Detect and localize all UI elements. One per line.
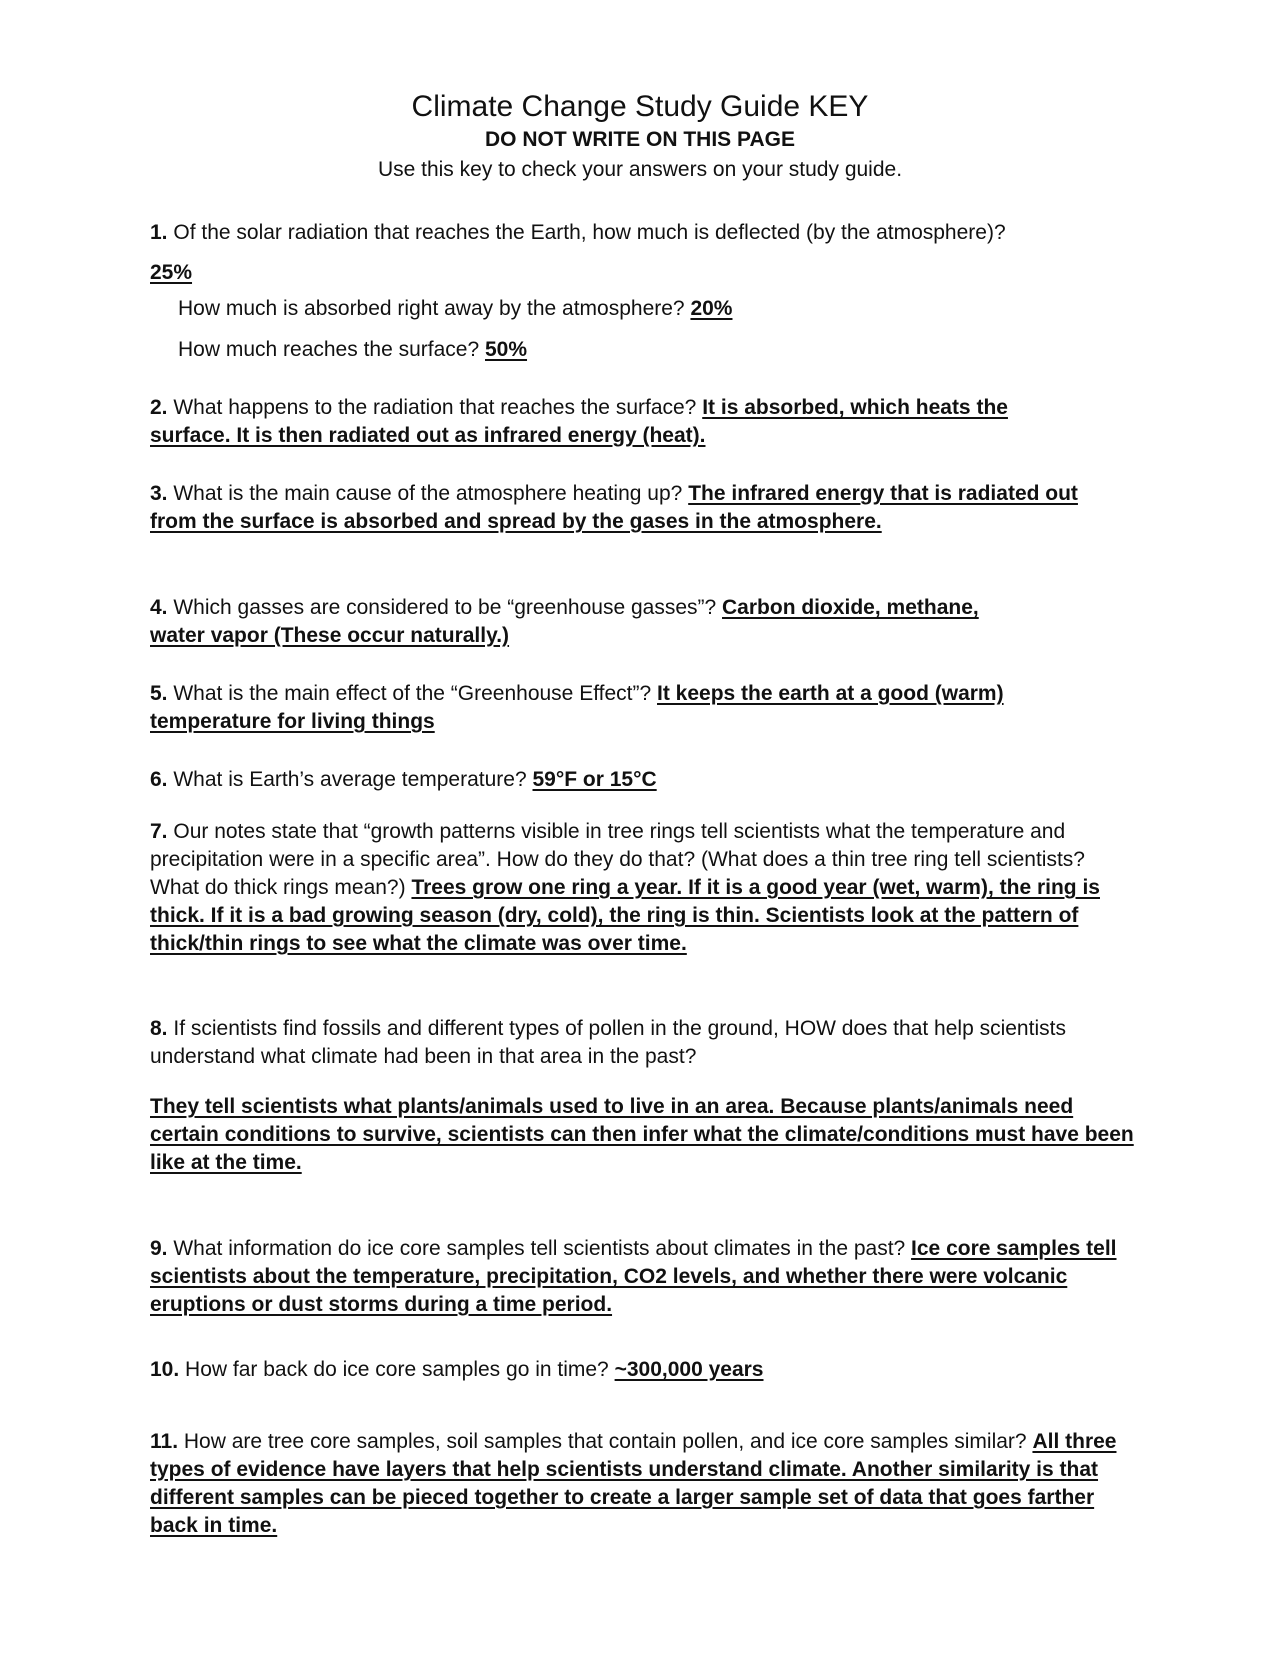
question-number: 1.: [150, 221, 168, 244]
question-text: Of the solar radiation that reaches the Earth, how much is deflected (by the atmosphere)?: [173, 221, 1006, 244]
question-7: [150, 818, 1135, 958]
question-number: 5.: [150, 682, 168, 705]
question-text: How far back do ice core samples go in time?: [185, 1358, 609, 1381]
page-title: Climate Change Study Guide KEY: [411, 90, 869, 123]
question-2: [150, 394, 1070, 450]
question-11: [150, 1428, 1120, 1540]
answer-text: Ice core samples tell scientists about the temperature, precipitation, CO2 levels, and whether there were volcanic eruptions or dust storms during a time period.: [150, 1237, 1117, 1316]
question-9: [150, 1235, 1135, 1319]
question-1-sub-2: [178, 336, 527, 364]
sub-question-text: How much reaches the surface?: [178, 338, 480, 361]
question-1: [150, 213, 1010, 293]
question-number: 4.: [150, 596, 168, 619]
answer-text: All three types of evidence have layers that help scientists understand climate. Another similarity is that different samples can be pieced together to create a larger sample set of data that goes farther back in time.: [150, 1430, 1117, 1537]
question-number: 2.: [150, 396, 168, 419]
question-number: 8.: [150, 1017, 168, 1040]
question-1-sub-1: [178, 295, 732, 323]
answer-text: It keeps the earth at a good (warm) temperature for living things: [150, 682, 1004, 733]
question-8-answer: [150, 1093, 1140, 1177]
answer-text: It is absorbed, which heats the surface. It is then radiated out as infrared energy (heat).: [150, 396, 1008, 447]
question-4: [150, 594, 1030, 650]
answer-text: ~300,000 years: [614, 1358, 764, 1381]
question-text: What is the main cause of the atmosphere heating up?: [173, 482, 683, 505]
answer-text: Carbon dioxide, methane, water vapor (These occur naturally.): [150, 596, 979, 647]
question-text: What happens to the radiation that reaches the surface?: [173, 396, 697, 419]
question-text: Which gasses are considered to be “greenhouse gasses”?: [173, 596, 717, 619]
sub-answer-text: 50%: [485, 338, 528, 361]
question-text: What is Earth’s average temperature?: [173, 768, 527, 791]
question-text: What is the main effect of the “Greenhouse Effect”?: [173, 682, 652, 705]
question-text: How are tree core samples, soil samples that contain pollen, and ice core samples similar?: [183, 1430, 1027, 1453]
answer-text: 59°F or 15°C: [532, 768, 657, 791]
question-number: 9.: [150, 1237, 168, 1260]
question-number: 11.: [150, 1430, 179, 1453]
page-instruction: Use this key to check your answers on your study guide.: [377, 158, 903, 181]
question-3: [150, 480, 1110, 536]
question-8: [150, 1015, 1090, 1071]
sub-question-text: How much is absorbed right away by the atmosphere?: [178, 297, 685, 320]
question-number: 7.: [150, 820, 168, 843]
question-5: [150, 680, 1090, 736]
question-10: [150, 1356, 1140, 1384]
question-6: [150, 766, 1140, 794]
answer-text: They tell scientists what plants/animals used to live in an area. Because plants/animals need certain conditions to survive, scientists can then infer what the climate/conditions must have been like at the time.: [150, 1095, 1134, 1174]
sub-answer-text: 20%: [690, 297, 733, 320]
page-subtitle: DO NOT WRITE ON THIS PAGE: [485, 128, 795, 151]
answer-text: 25%: [150, 261, 193, 284]
question-text: What information do ice core samples tell scientists about climates in the past?: [173, 1237, 906, 1260]
question-number: 3.: [150, 482, 168, 505]
question-number: 10.: [150, 1358, 180, 1381]
question-text: If scientists find fossils and different types of pollen in the ground, HOW does that help scientists understand what climate had been in that area in the past?: [150, 1017, 1066, 1068]
question-number: 6.: [150, 768, 168, 791]
question-text: Our notes state that “growth patterns visible in tree rings tell scientists what the temperature and precipitation were in a specific area”. How do they do that? (What does a thin tree ring tell scientists? What do thick rings mean?): [150, 820, 1085, 899]
answer-text: Trees grow one ring a year. If it is a good year (wet, warm), the ring is thick. If it is a bad growing season (dry, cold), the ring is thin. Scientists look at the pattern of thick/thin rings to see what the climate was over time.: [150, 876, 1100, 955]
answer-text: The infrared energy that is radiated out from the surface is absorbed and spread by the gases in the atmosphere.: [150, 482, 1078, 533]
